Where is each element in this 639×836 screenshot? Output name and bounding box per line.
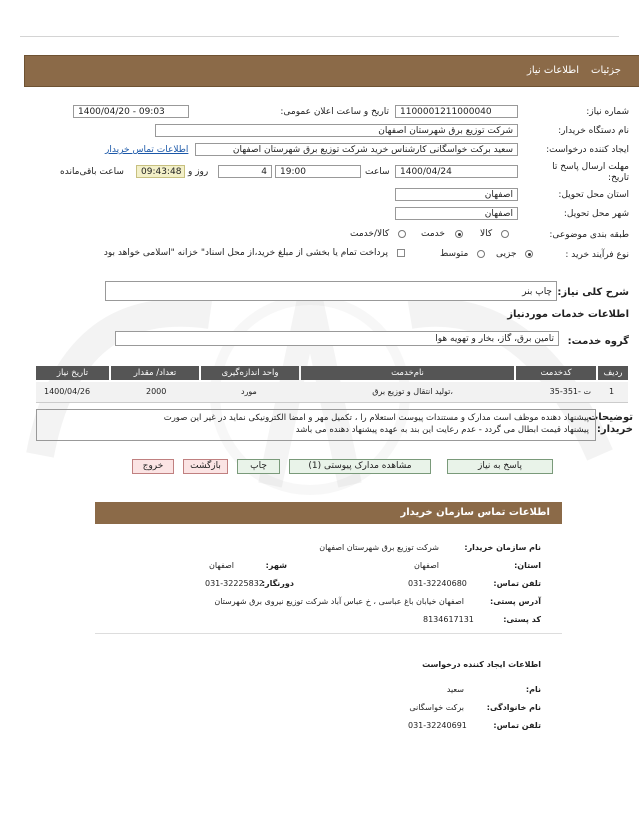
need-number-label: شماره نیاز: bbox=[586, 107, 629, 117]
creator-label: ایجاد کننده درخواست: bbox=[546, 145, 629, 155]
payment-note: پرداخت تمام یا بخشی از مبلغ خرید،از محل اسناد" خزانه "اسلامی خواهد بود bbox=[103, 248, 388, 258]
th-unit: واحد اندازه‌گیری bbox=[201, 366, 299, 380]
process-label: نوع فرآیند خرید : bbox=[565, 250, 629, 260]
cat-service-radio[interactable] bbox=[455, 230, 463, 238]
th-qty: تعداد/ مقدار bbox=[111, 366, 199, 380]
org-name-value: شرکت توزیع برق شهرستان اصفهان bbox=[319, 543, 439, 552]
day-label: روز و bbox=[188, 167, 209, 177]
contact-fax-label: دورنگار: bbox=[261, 579, 294, 588]
province-label: استان محل تحویل: bbox=[558, 190, 629, 200]
back-button[interactable]: بازگشت bbox=[183, 459, 228, 474]
buyer-notes-line2: پیشنهاد قیمت ابطال می گردد - عدم رعایت این بند به عهده پیشنهاد دهنده می باشد bbox=[295, 425, 589, 435]
city-field: اصفهان bbox=[395, 207, 518, 220]
proc-medium-radio[interactable] bbox=[477, 250, 485, 258]
service-group-label: گروه خدمت: bbox=[567, 336, 629, 347]
remaining-label: ساعت باقی‌مانده bbox=[60, 167, 124, 177]
th-code: کد‌خدمت bbox=[516, 366, 596, 380]
category-label: طبقه بندی موضوعی: bbox=[549, 230, 629, 240]
th-name: نام‌خدمت bbox=[301, 366, 514, 380]
contact-divider bbox=[95, 633, 562, 634]
req-phone-label: تلفن تماس: bbox=[493, 721, 541, 730]
need-number-field: 1100001211000040 bbox=[395, 105, 518, 118]
creator-field: سعید برکت خواسگانی کارشناس خرید شرکت توزیع برق شهرستان اصفهان bbox=[195, 143, 518, 156]
req-phone-value: 031-32240691 bbox=[408, 721, 467, 730]
buyer-notes-box bbox=[36, 409, 596, 441]
deadline-label: مهلت ارسال پاسخ تا تاریخ: bbox=[552, 162, 629, 183]
announce-label: تاریخ و ساعت اعلان عمومی: bbox=[280, 107, 389, 117]
cat-service-label: خدمت bbox=[421, 229, 445, 239]
first-name-label: نام: bbox=[525, 685, 541, 694]
description-field: چاپ بنر bbox=[105, 281, 557, 301]
th-date: تاریخ نیاز bbox=[36, 366, 109, 380]
buyer-notes-line1: پیشنهاد دهنده موظف است مدارک و مستندات پیوست استعلام را ، تکمیل مهر و امضا الکترونیکی نماید در غیر این صورت bbox=[163, 413, 589, 423]
cell-unit: مورد bbox=[241, 387, 257, 396]
page-header bbox=[24, 55, 639, 87]
description-label: شرح کلی نیاز: bbox=[557, 287, 629, 298]
table-row bbox=[36, 382, 628, 403]
cat-goods-radio[interactable] bbox=[501, 230, 509, 238]
reply-button[interactable]: پاسخ به نیاز bbox=[447, 459, 553, 474]
contact-province-label: استان: bbox=[514, 561, 541, 570]
proc-medium-label: متوسط bbox=[440, 249, 469, 259]
first-name-value: سعید bbox=[446, 685, 464, 694]
contact-province-value: اصفهان bbox=[413, 561, 439, 570]
deadline-time-label: ساعت bbox=[365, 167, 390, 177]
cat-goods-service-radio[interactable] bbox=[398, 230, 406, 238]
city-label: شهر محل تحویل: bbox=[563, 209, 629, 219]
cell-row: 1 bbox=[609, 387, 615, 396]
last-name-value: برکت خواسگانی bbox=[409, 703, 464, 712]
cat-goods-service-label: کالا/خدمت bbox=[350, 229, 390, 239]
service-group-field: تامین برق، گاز، بخار و تهویه هوا bbox=[115, 331, 559, 346]
contact-postal-value: 8134617131 bbox=[423, 615, 474, 624]
top-divider bbox=[20, 36, 619, 37]
cell-date: 1400/04/26 bbox=[44, 387, 91, 396]
exit-button[interactable]: خروج bbox=[132, 459, 174, 474]
requester-title: اطلاعات ایجاد کننده درخواست bbox=[422, 660, 541, 669]
contact-section-header bbox=[95, 502, 562, 524]
tab-need-info[interactable]: اطلاعات نیاز bbox=[527, 65, 579, 76]
announce-field: 1400/04/20 - 09:03 bbox=[73, 105, 189, 118]
cat-goods-label: کالا bbox=[480, 229, 493, 239]
view-docs-button[interactable]: مشاهده مدارک پیوستی (1) bbox=[289, 459, 431, 474]
services-section-title: اطلاعات خدمات مورد‌نیاز bbox=[507, 309, 629, 320]
cell-qty: 2000 bbox=[146, 387, 167, 396]
cell-code: ت -351-35 bbox=[549, 387, 591, 396]
remaining-time-field: 09:43:48 bbox=[136, 165, 185, 178]
contact-section-title: اطلاعات تماس سازمان خریدار bbox=[400, 507, 550, 518]
last-name-label: نام خانوادگی: bbox=[486, 703, 541, 712]
proc-partial-radio[interactable] bbox=[525, 250, 533, 258]
days-field: 4 bbox=[218, 165, 272, 178]
org-name-label: نام سازمان خریدار: bbox=[464, 543, 541, 552]
deadline-time-field: 19:00 bbox=[275, 165, 361, 178]
contact-postal-label: کد پستی: bbox=[503, 615, 541, 624]
contact-address-value: اصفهان خیابان باغ عباسی ، خ عباس آباد شرکت توزیع نیروی برق شهرستان bbox=[214, 597, 464, 606]
province-field: اصفهان bbox=[395, 188, 518, 201]
contact-phone-label: تلفن تماس: bbox=[493, 579, 541, 588]
contact-fax-value: 031-32225832 bbox=[205, 579, 264, 588]
deadline-date-field: 1400/04/24 bbox=[395, 165, 518, 178]
cell-name: ،تولید انتقال و توزیع برق bbox=[372, 387, 453, 396]
payment-checkbox[interactable] bbox=[397, 249, 405, 257]
tab-details[interactable]: جزئیات bbox=[591, 65, 621, 76]
buyer-org-label: نام دستگاه خریدار: bbox=[558, 126, 629, 136]
buyer-org-field: شرکت توزیع برق شهرستان اصفهان bbox=[155, 124, 518, 137]
print-button[interactable]: چاپ bbox=[237, 459, 280, 474]
buyer-notes-label: توضیحات خریدار: bbox=[588, 412, 633, 435]
proc-partial-label: جزیی bbox=[496, 249, 517, 259]
contact-city-label: شهر: bbox=[265, 561, 287, 570]
th-row: ردیف bbox=[598, 366, 628, 380]
contact-city-value: اصفهان bbox=[208, 561, 234, 570]
buyer-contact-link[interactable]: اطلاعات تماس خریدار bbox=[105, 145, 189, 155]
contact-phone-value: 031-32240680 bbox=[408, 579, 467, 588]
contact-address-label: آدرس پستی: bbox=[490, 597, 541, 606]
